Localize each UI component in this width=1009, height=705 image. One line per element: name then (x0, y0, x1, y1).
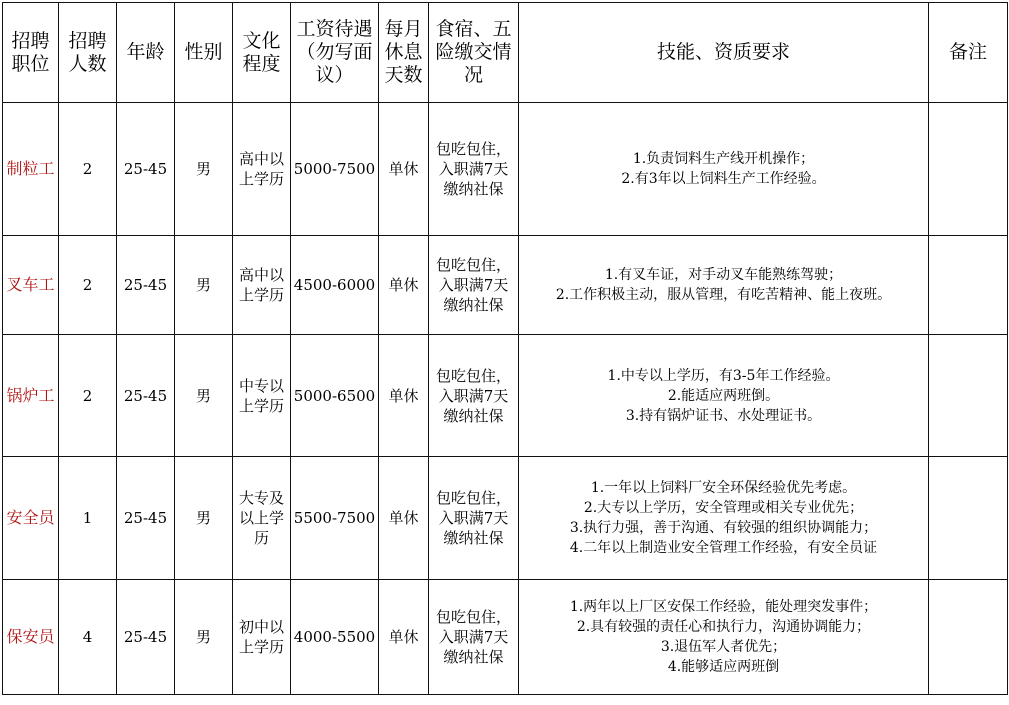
count-cell: 2 (59, 103, 117, 236)
table-row (3, 236, 1008, 335)
education-cell: 大专及 以上学 历 (233, 457, 291, 580)
salary-cell: 4500-6000 (291, 236, 379, 335)
count-cell: 2 (59, 236, 117, 335)
position-cell: 安全员 (3, 457, 59, 580)
salary-cell: 4000-5500 (291, 580, 379, 695)
header-row (3, 3, 1008, 103)
requirements-cell: 1.一年以上饲料厂安全环保经验优先考虑。 2.大专以上学历，安全管理或相关专业优先； 3.执行力强，善于沟通、有较强的组织协调能力； 4.二年以上制造业安全管理工作经验，有安全员证 (519, 457, 929, 580)
position-cell: 制粒工 (3, 103, 59, 236)
requirements-cell: 1.有叉车证，对手动叉车能熟练驾驶； 2.工作积极主动，服从管理，有吃苦精神、能上夜班。 (519, 236, 929, 335)
age-cell: 25-45 (117, 103, 175, 236)
salary-cell: 5000-6500 (291, 335, 379, 457)
header-gender: 性别 (175, 3, 233, 103)
table-row (3, 580, 1008, 695)
requirements-cell: 1.负责饲料生产线开机操作； 2.有3年以上饲料生产工作经验。 (519, 103, 929, 236)
education-cell: 高中以 上学历 (233, 236, 291, 335)
gender-cell: 男 (175, 457, 233, 580)
gender-cell: 男 (175, 236, 233, 335)
header-notes: 备注 (929, 3, 1008, 103)
gender-cell: 男 (175, 580, 233, 695)
benefits-cell: 包吃包住， 入职满7天 缴纳社保 (429, 103, 519, 236)
age-cell: 25-45 (117, 236, 175, 335)
header-count: 招聘 人数 (59, 3, 117, 103)
age-cell: 25-45 (117, 335, 175, 457)
notes-cell (929, 580, 1008, 695)
notes-cell (929, 103, 1008, 236)
header-requirements: 技能、资质要求 (519, 3, 929, 103)
table-row (3, 103, 1008, 236)
count-cell: 4 (59, 580, 117, 695)
header-position: 招聘 职位 (3, 3, 59, 103)
rest-cell: 单休 (379, 103, 429, 236)
notes-cell (929, 457, 1008, 580)
notes-cell (929, 236, 1008, 335)
rest-cell: 单休 (379, 457, 429, 580)
education-cell: 中专以 上学历 (233, 335, 291, 457)
header-rest-days: 每月 休息 天数 (379, 3, 429, 103)
rest-cell: 单休 (379, 335, 429, 457)
benefits-cell: 包吃包住， 入职满7天 缴纳社保 (429, 335, 519, 457)
salary-cell: 5000-7500 (291, 103, 379, 236)
education-cell: 高中以 上学历 (233, 103, 291, 236)
count-cell: 1 (59, 457, 117, 580)
header-salary: 工资待遇 （勿写面 议） (291, 3, 379, 103)
position-cell: 保安员 (3, 580, 59, 695)
count-cell: 2 (59, 335, 117, 457)
benefits-cell: 包吃包住， 入职满7天 缴纳社保 (429, 580, 519, 695)
header-benefits: 食宿、五 险缴交情 况 (429, 3, 519, 103)
age-cell: 25-45 (117, 580, 175, 695)
rest-cell: 单休 (379, 236, 429, 335)
position-cell: 锅炉工 (3, 335, 59, 457)
salary-cell: 5500-7500 (291, 457, 379, 580)
gender-cell: 男 (175, 103, 233, 236)
table-row (3, 335, 1008, 457)
benefits-cell: 包吃包住， 入职满7天 缴纳社保 (429, 457, 519, 580)
requirements-cell: 1.两年以上厂区安保工作经验，能处理突发事件； 2.具有较强的责任心和执行力，沟通协调能力； 3.退伍军人者优先； 4.能够适应两班倒 (519, 580, 929, 695)
benefits-cell: 包吃包住， 入职满7天 缴纳社保 (429, 236, 519, 335)
header-age: 年龄 (117, 3, 175, 103)
position-cell: 叉车工 (3, 236, 59, 335)
rest-cell: 单休 (379, 580, 429, 695)
gender-cell: 男 (175, 335, 233, 457)
age-cell: 25-45 (117, 457, 175, 580)
header-education: 文化 程度 (233, 3, 291, 103)
education-cell: 初中以 上学历 (233, 580, 291, 695)
notes-cell (929, 335, 1008, 457)
recruitment-table (2, 2, 1008, 695)
requirements-cell: 1.中专以上学历，有3-5年工作经验。 2.能适应两班倒。 3.持有锅炉证书、水处理证书。 (519, 335, 929, 457)
table-row (3, 457, 1008, 580)
